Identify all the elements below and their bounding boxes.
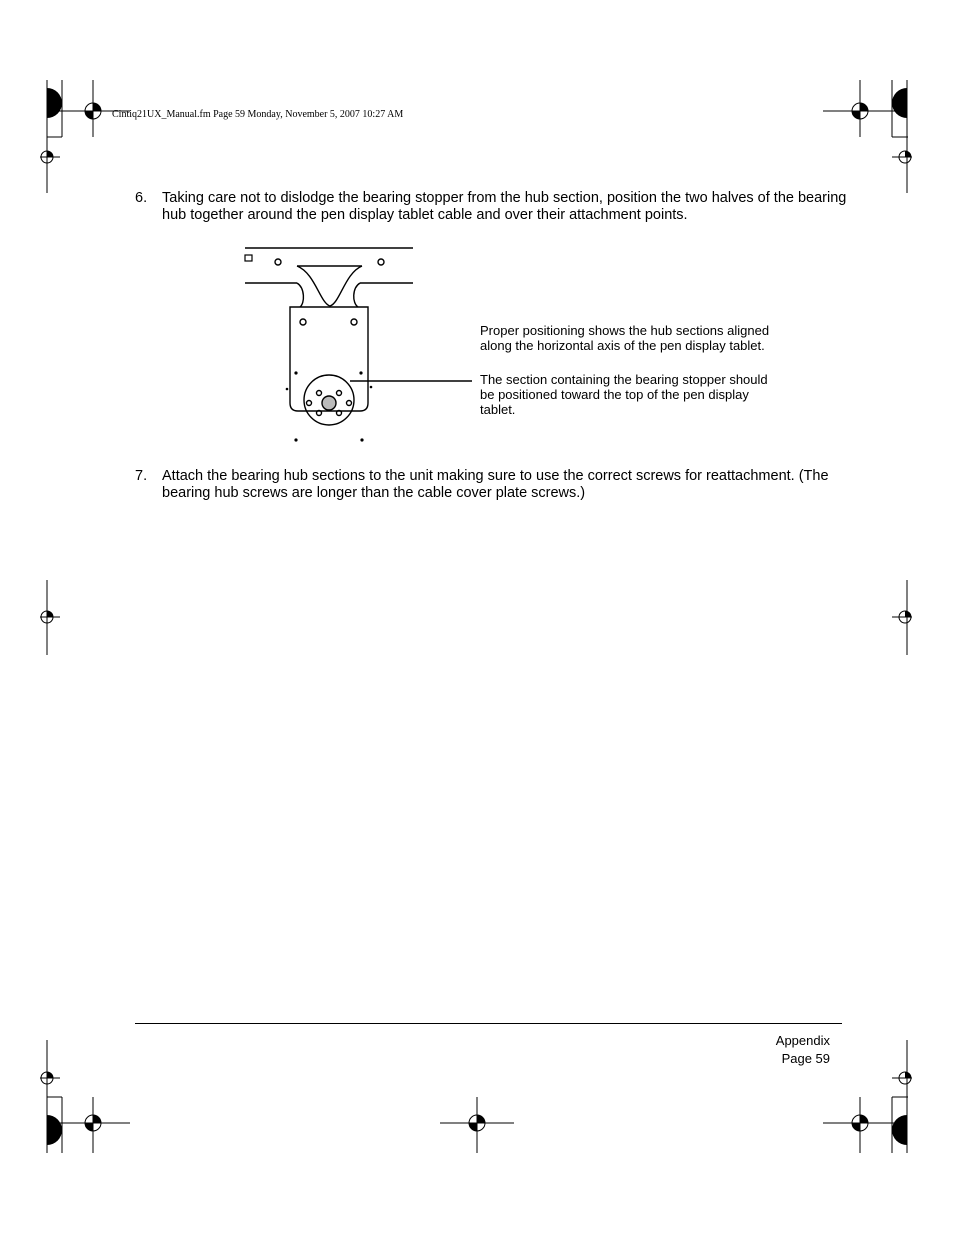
step-number: 7.	[135, 468, 148, 484]
figure-callout-stopper: The section containing the bearing stopper should be positioned toward the top of the pen display tablet.	[480, 372, 768, 417]
step-text: Attach the bearing hub sections to the unit making sure to use the correct screws for reattachment. (The bearing hub screws are longer than the cable cover plate screws.)	[162, 468, 829, 501]
figure-callout-positioning: Proper positioning shows the hub sections aligned along the horizontal axis of the pen display tablet.	[480, 323, 770, 353]
bearing-hub-illustration	[240, 243, 480, 448]
footer-divider	[135, 1023, 842, 1024]
step-text: Taking care not to dislodge the bearing stopper from the hub section, position the two halves of the bearing hub together around the pen display tablet cable and over their attachment points.	[162, 190, 847, 223]
footer-section-title: Appendix	[775, 1033, 830, 1048]
footer-page-number: Page 59	[781, 1051, 830, 1066]
print-header-line: Cintiq21UX_Manual.fm Page 59 Monday, November 5, 2007 10:27 AM	[112, 109, 404, 120]
page-footer	[776, 1032, 830, 1068]
step-number: 6.	[135, 190, 148, 206]
